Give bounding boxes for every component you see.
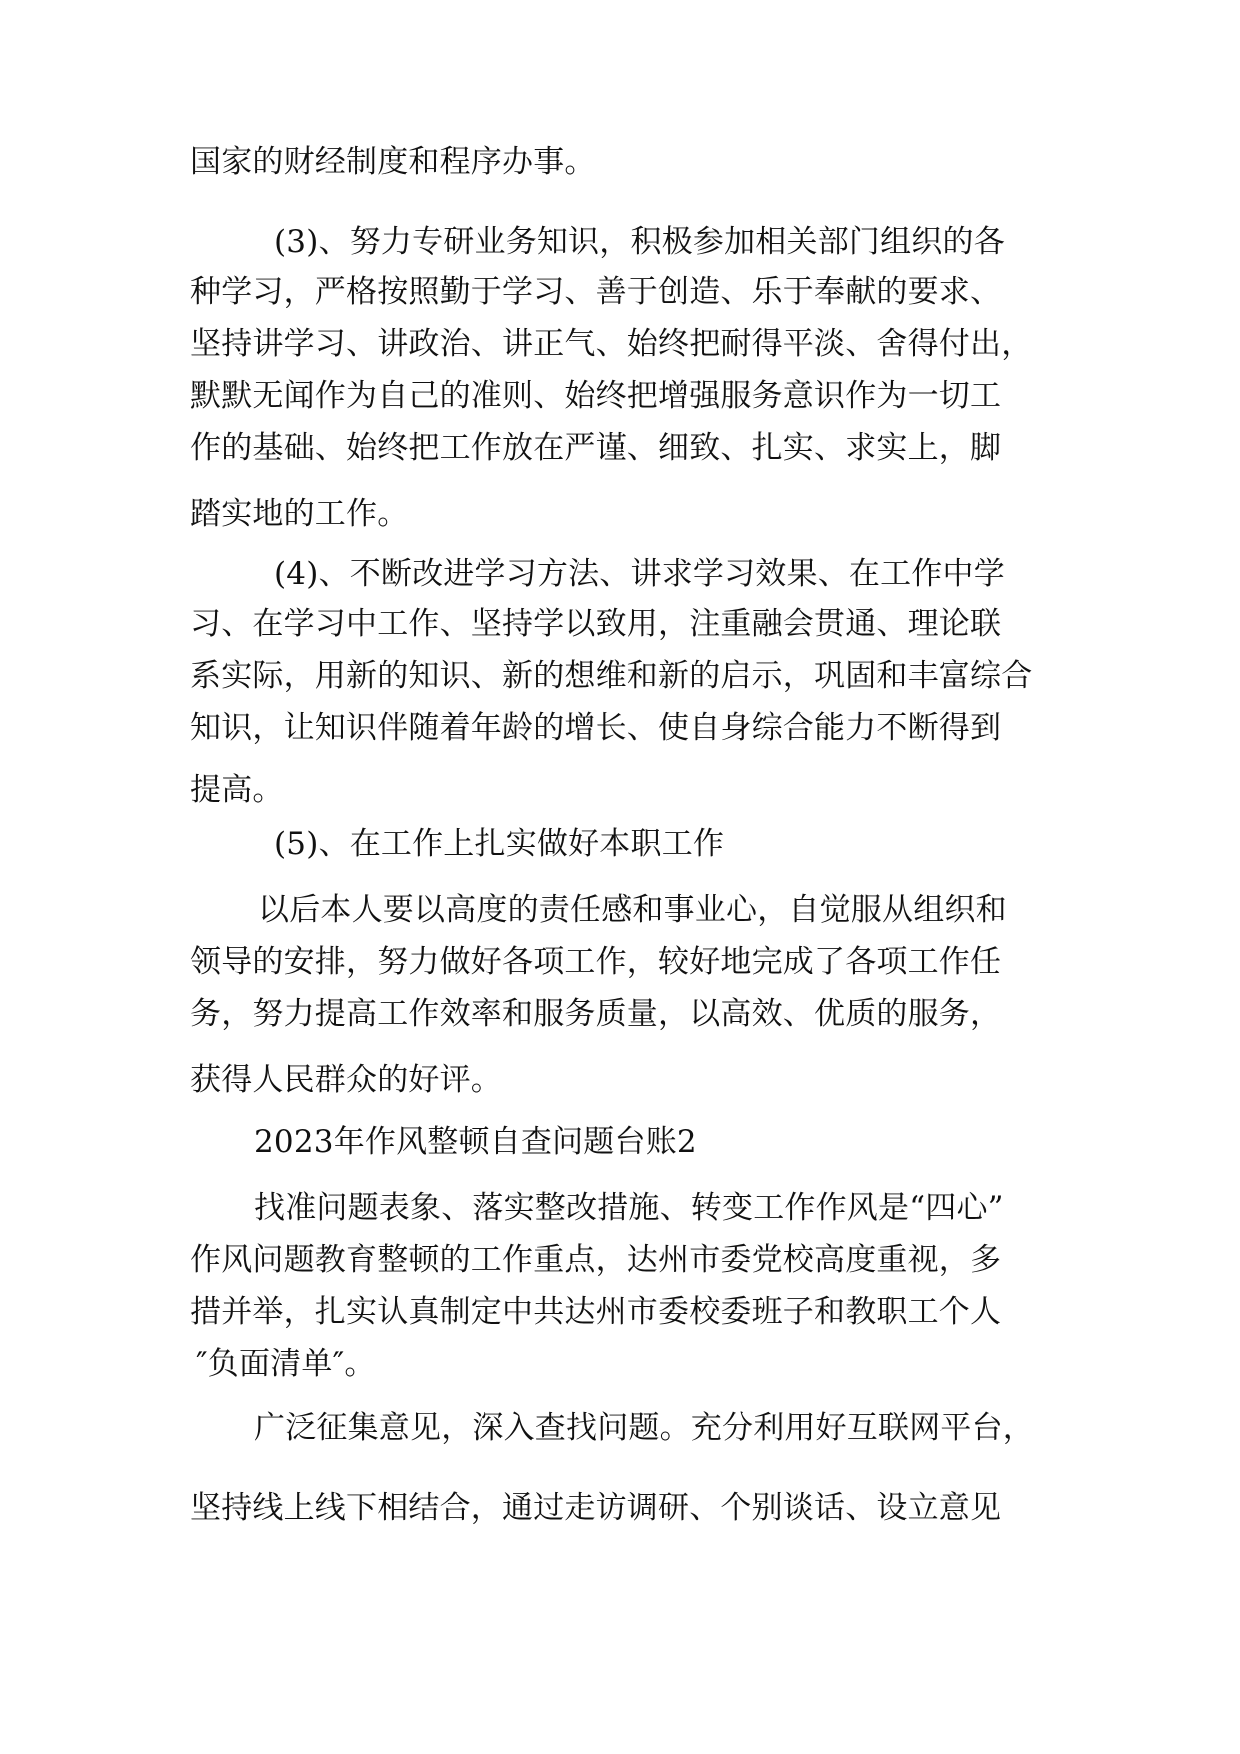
text-line: 以后本人要以高度的责任感和事业心，自觉服从组织和 <box>258 892 1007 928</box>
text-line: 获得人民群众的好评。 <box>190 1062 502 1098</box>
text-line: 措并举，扎实认真制定中共达州市委校委班子和教职工个人 <box>190 1294 1002 1330</box>
text-line: 找准问题表象、落实整改措施、转变工作作风是“四心” <box>254 1190 1004 1226</box>
text-line: 领导的安排，努力做好各项工作，较好地完成了各项工作任 <box>190 944 1002 980</box>
text-line: (3)、努力专研业务知识，积极参加相关部门组织的各 <box>274 224 1005 260</box>
text-line: ″负面清单″。 <box>196 1346 376 1382</box>
text-line: 作的基础、始终把工作放在严谨、细致、扎实、求实上，脚 <box>190 430 1002 466</box>
text-line: 种学习，严格按照勤于学习、善于创造、乐于奉献的要求、 <box>190 274 1002 310</box>
text-line: 坚持讲学习、讲政治、讲正气、始终把耐得平淡、舍得付出， <box>190 326 1033 362</box>
text-line: 提高。 <box>190 772 284 808</box>
text-line: 作风问题教育整顿的工作重点，达州市委党校高度重视，多 <box>190 1242 1002 1278</box>
text-line: 务，努力提高工作效率和服务质量，以高效、优质的服务， <box>190 996 1002 1032</box>
text-line: 系实际，用新的知识、新的想维和新的启示，巩固和丰富综合 <box>190 658 1033 694</box>
text-line: 默默无闻作为自己的准则、始终把增强服务意识作为一切工 <box>190 378 1002 414</box>
text-line: 广泛征集意见，深入查找问题。充分利用好互联网平台， <box>254 1410 1034 1446</box>
text-line: 坚持线上线下相结合，通过走访调研、个别谈话、设立意见 <box>190 1490 1002 1526</box>
text-line: 习、在学习中工作、坚持学以致用，注重融会贯通、理论联 <box>190 606 1002 642</box>
text-line: (5)、在工作上扎实做好本职工作 <box>274 826 725 862</box>
text-line: 踏实地的工作。 <box>190 496 409 532</box>
text-line: 国家的财经制度和程序办事。 <box>190 144 596 180</box>
section-heading: 2023年作风整顿自查问题台账2 <box>254 1124 697 1160</box>
text-line: 知识，让知识伴随着年龄的增长、使自身综合能力不断得到 <box>190 710 1002 746</box>
text-line: (4)、不断改进学习方法、讲求学习效果、在工作中学 <box>274 556 1005 592</box>
